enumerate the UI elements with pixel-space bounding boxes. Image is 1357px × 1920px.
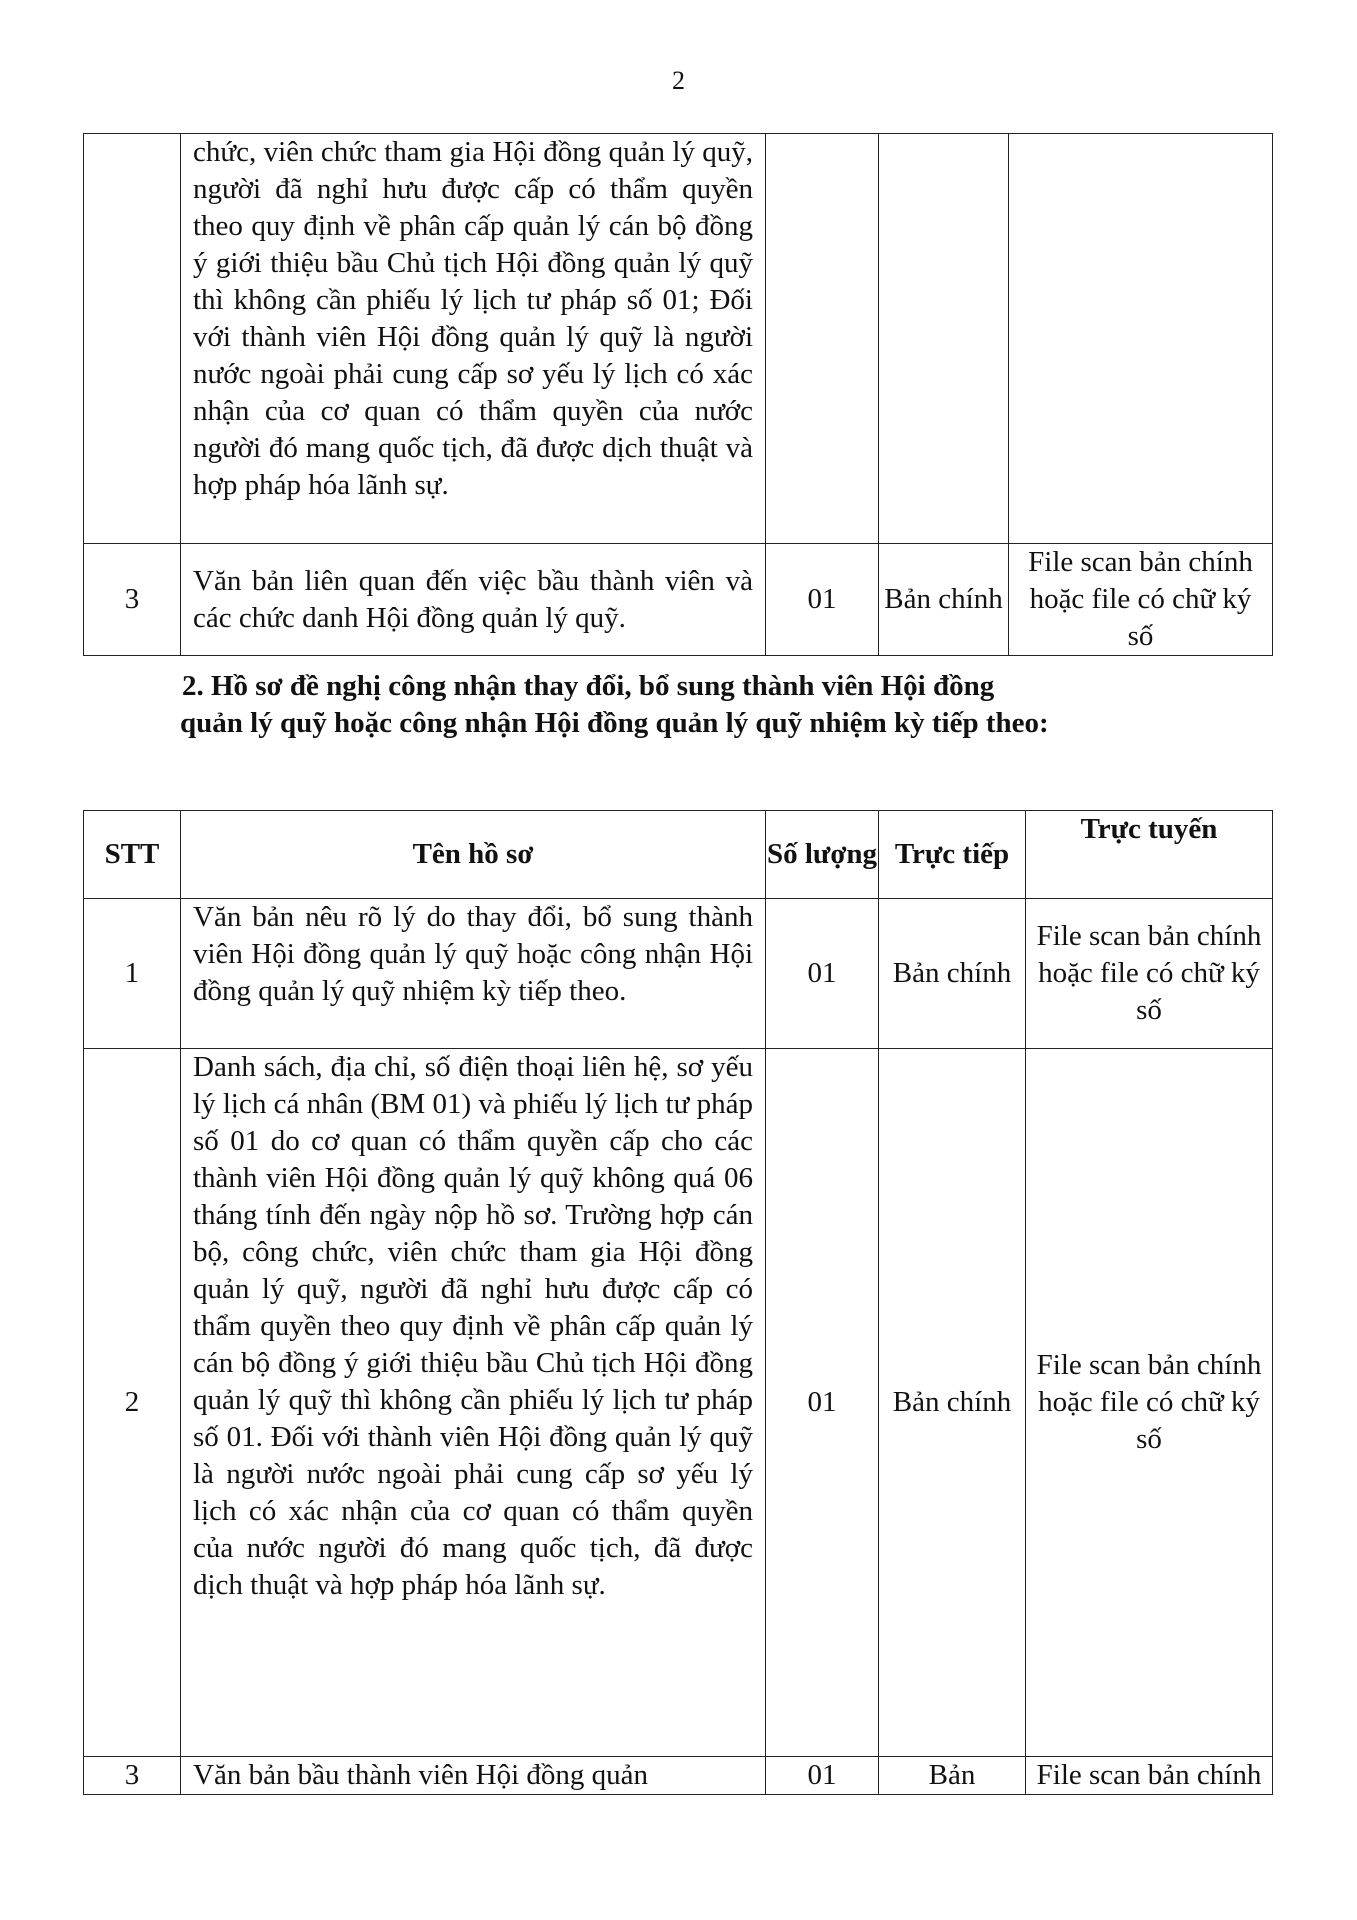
header-stt: STT (84, 811, 181, 899)
quantity-cell: 01 (766, 544, 879, 656)
online-cell: File scan bản chính (1026, 1757, 1273, 1795)
direct-cell: Bản (879, 1757, 1026, 1795)
document-name-cell: chức, viên chức tham gia Hội đồng quản lý quỹ, người đã nghỉ hưu được cấp có thẩm quyền theo quy định về phân cấp quản lý cán bộ đồng ý giới thiệu bầu Chủ tịch Hội đồng quản lý quỹ thì không cần phiếu lý lịch tư pháp số 01; Đối với thành viên Hội đồng quản lý quỹ là người nước ngoài phải cung cấp sơ yếu lý lịch có xác nhận của cơ quan có thẩm quyền của nước người đó mang quốc tịch, đã được dịch thuật và hợp pháp hóa lãnh sự. (181, 134, 766, 544)
table-row (84, 544, 1273, 656)
direct-cell: Bản chính (879, 544, 1009, 656)
section-heading-line2: quản lý quỹ hoặc công nhận Hội đồng quản lý quỹ nhiệm kỳ tiếp theo: (180, 707, 1049, 739)
direct-cell: Bản chính (879, 1049, 1026, 1757)
document-name-cell: Văn bản liên quan đến việc bầu thành viên và các chức danh Hội đồng quản lý quỹ. (181, 544, 766, 656)
table-header-row (84, 811, 1273, 899)
stt-cell: 3 (84, 544, 181, 656)
online-cell: File scan bản chính hoặc file có chữ ký số (1026, 899, 1273, 1049)
table-row (84, 899, 1273, 1049)
table-row (84, 134, 1273, 544)
document-name-cell: Danh sách, địa chỉ, số điện thoại liên hệ, sơ yếu lý lịch cá nhân (BM 01) và phiếu lý lịch tư pháp số 01 do cơ quan có thẩm quyền cấp cho các thành viên Hội đồng quản lý quỹ không quá 06 tháng tính đến ngày nộp hồ sơ. Trường hợp cán bộ, công chức, viên chức tham gia Hội đồng quản lý quỹ, người đã nghỉ hưu được cấp có thẩm quyền theo quy định về phân cấp quản lý cán bộ đồng ý giới thiệu bầu Chủ tịch Hội đồng quản lý quỹ thì không cần phiếu lý lịch tư pháp số 01. Đối với thành viên Hội đồng quản lý quỹ là người nước ngoài phải cung cấp sơ yếu lý lịch có xác nhận của cơ quan có thẩm quyền của nước người đó mang quốc tịch, đã được dịch thuật và hợp pháp hóa lãnh sự. (181, 1049, 766, 1757)
document-name-cell: Văn bản nêu rõ lý do thay đổi, bổ sung thành viên Hội đồng quản lý quỹ hoặc công nhận Hội đồng quản lý quỹ nhiệm kỳ tiếp theo. (181, 899, 766, 1049)
documents-table (83, 810, 1273, 1795)
header-online: Trực tuyến (1026, 811, 1273, 899)
quantity-cell: 01 (766, 1049, 879, 1757)
documents-table-continued (83, 133, 1273, 656)
quantity-cell: 01 (766, 899, 879, 1049)
section-heading-line1: 2. Hồ sơ đề nghị công nhận thay đổi, bổ sung thành viên Hội đồng (182, 670, 995, 702)
quantity-cell (766, 134, 879, 544)
header-direct: Trực tiếp (879, 811, 1026, 899)
document-name-cell: Văn bản bầu thành viên Hội đồng quản (181, 1757, 766, 1795)
stt-cell: 2 (84, 1049, 181, 1757)
header-name: Tên hồ sơ (181, 811, 766, 899)
stt-cell: 3 (84, 1757, 181, 1795)
table-row (84, 1049, 1273, 1757)
quantity-cell: 01 (766, 1757, 879, 1795)
stt-cell (84, 134, 181, 544)
direct-cell: Bản chính (879, 899, 1026, 1049)
table-row (84, 1757, 1273, 1795)
online-cell (1009, 134, 1273, 544)
header-quantity: Số lượng (766, 811, 879, 899)
online-cell: File scan bản chính hoặc file có chữ ký số (1009, 544, 1273, 656)
section-heading (182, 668, 1232, 742)
direct-cell (879, 134, 1009, 544)
online-cell: File scan bản chính hoặc file có chữ ký số (1026, 1049, 1273, 1757)
page-number: 2 (672, 66, 685, 95)
stt-cell: 1 (84, 899, 181, 1049)
